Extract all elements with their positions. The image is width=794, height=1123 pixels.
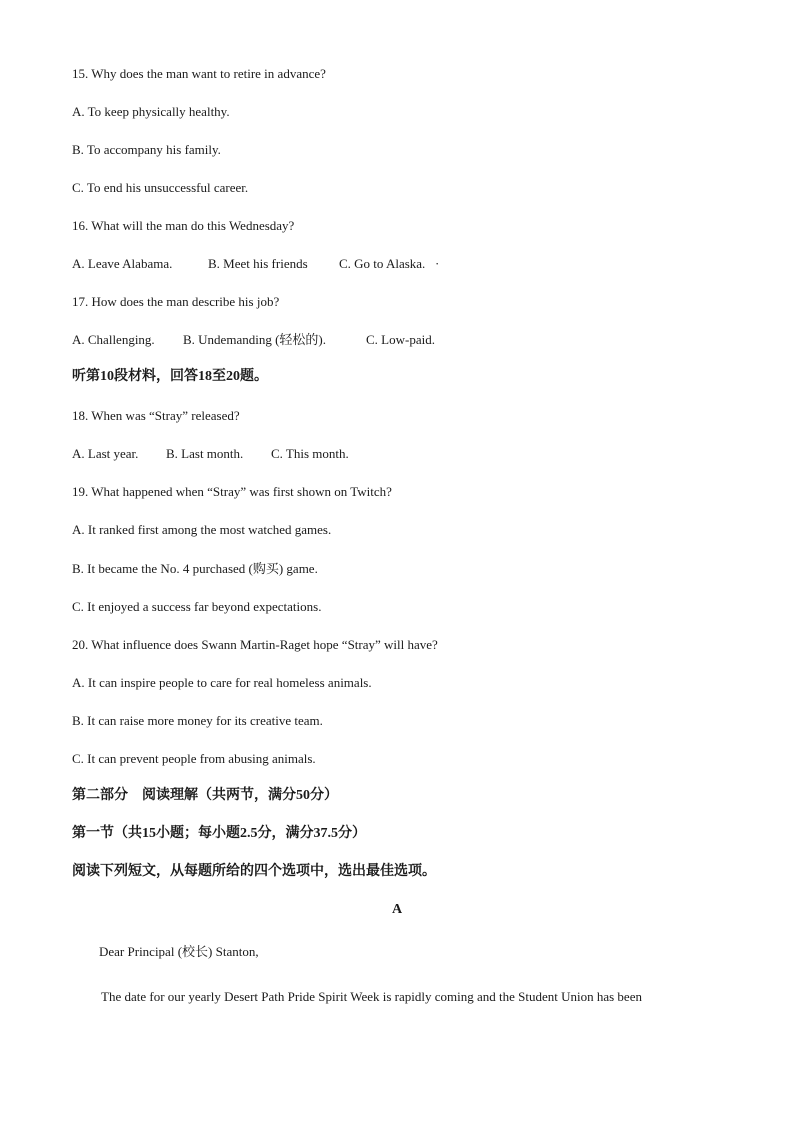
q17-stem: 17. How does the man describe his job? bbox=[72, 294, 280, 309]
q20-option-b: B. It can raise more money for its creative team. bbox=[72, 713, 323, 728]
q19-stem: 19. What happened when “Stray” was first shown on Twitch? bbox=[72, 484, 392, 499]
q17-option-a: A. Challenging. bbox=[72, 332, 155, 347]
letter-salutation: Dear Principal (校长) Stanton, bbox=[99, 944, 259, 959]
q20-stem: 20. What influence does Swann Martin-Raget hope “Stray” will have? bbox=[72, 637, 438, 652]
q19-option-c: C. It enjoyed a success far beyond expectations. bbox=[72, 599, 322, 614]
q17-option-b: B. Undemanding (轻松的). bbox=[183, 332, 326, 347]
q16-option-b: B. Meet his friends bbox=[208, 256, 308, 271]
q16-option-c: C. Go to Alaska. bbox=[339, 256, 426, 271]
q16-option-a: A. Leave Alabama. bbox=[72, 256, 173, 271]
reading-instruction: 阅读下列短文，从每题所给的四个选项中，选出最佳选项。 bbox=[72, 864, 436, 879]
q19-option-a: A. It ranked first among the most watched games. bbox=[72, 522, 332, 537]
q18-option-b: B. Last month. bbox=[166, 446, 244, 461]
q16-mark: · bbox=[435, 256, 440, 271]
q20-option-a: A. It can inspire people to care for real homeless animals. bbox=[72, 675, 372, 690]
q18-options bbox=[72, 446, 349, 462]
q15-option-c: C. To end his unsuccessful career. bbox=[72, 180, 249, 195]
part-two-heading: 第二部分 阅读理解（共两节，满分50分） bbox=[72, 788, 338, 803]
q16-stem: 16. What will the man do this Wednesday? bbox=[72, 218, 295, 233]
q15-option-a: A. To keep physically healthy. bbox=[72, 104, 230, 119]
passage-label: A bbox=[391, 902, 403, 917]
q15-option-b: B. To accompany his family. bbox=[72, 142, 221, 157]
q18-option-a: A. Last year. bbox=[72, 446, 139, 461]
section-heading-10: 听第10段材料，回答18至20题。 bbox=[72, 369, 268, 384]
q17-option-c: C. Low-paid. bbox=[366, 332, 435, 347]
q15-stem: 15. Why does the man want to retire in advance? bbox=[72, 66, 326, 81]
section-one-heading: 第一节（共15小题；每小题2.5分，满分37.5分） bbox=[72, 826, 366, 841]
q18-stem: 18. When was “Stray” released? bbox=[72, 408, 240, 423]
q16-options bbox=[72, 256, 439, 272]
q19-option-b: B. It became the No. 4 purchased (购买) game. bbox=[72, 561, 318, 576]
q18-option-c: C. This month. bbox=[271, 446, 349, 461]
passage-body-line: The date for our yearly Desert Path Pride Spirit Week is rapidly coming and the Student Union has been bbox=[101, 989, 642, 1004]
q17-options bbox=[72, 332, 435, 348]
q20-option-c: C. It can prevent people from abusing animals. bbox=[72, 751, 316, 766]
